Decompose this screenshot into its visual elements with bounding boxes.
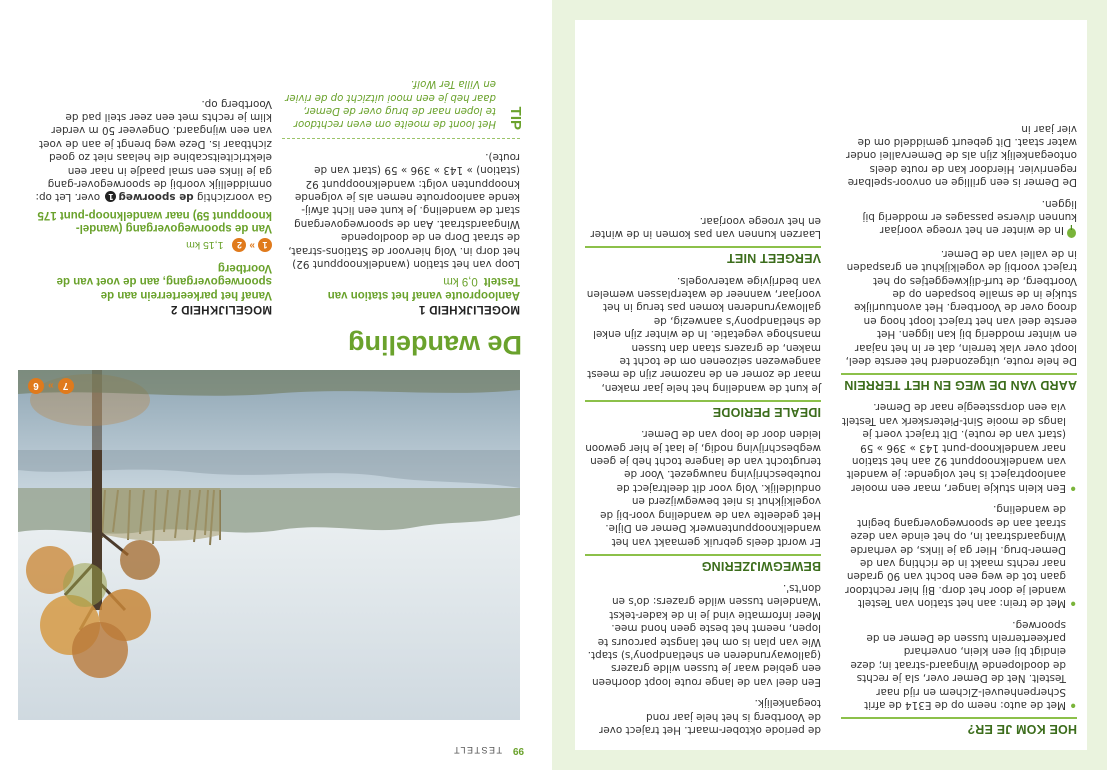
tip-label: TIP [507, 107, 524, 131]
heading-rule [585, 554, 821, 556]
step-badge: 6 [28, 378, 44, 394]
route-1-title-text: Aanlooproute vanaf het station van Testelt [327, 275, 520, 301]
bewegwijzering-heading: BEWEGWIJZERING [701, 558, 821, 573]
directions-train-bullet: • Met de trein: aan het station van Testelt wandel je door het dorp. Bij hier rechtdoor gaan tot de weg een bocht van 90 graden naar rechts maakt in de richting van de Demer-brug. Hier ga je links, de verharde Wingaardstraat in, op het einde van deze straat aan de spoorwegovergang begint de wandeling. [841, 502, 1077, 609]
waypoint-badge: 1 [105, 191, 116, 202]
heading-rule [841, 717, 1077, 719]
segment-heading: Van de spoorwegovergang (wandel-knooppunt 59) naar wandelknoop-punt 175 [37, 209, 272, 235]
flood-text: De Demer is een grillige en onvoor-spelbare regenrivier. Hierdoor kan de route deels ontoegankelijk zijn als de Demervallei onder water staat. Dit gebeurt gemiddeld om de vier jaar in [846, 122, 1077, 189]
route-1-distance: 0,9 km [443, 275, 478, 288]
step-badge: 7 [58, 378, 74, 394]
segment-distance: 1,15 km [186, 239, 224, 252]
page-number: 99 [512, 745, 524, 756]
aard-van-de-weg-heading: AARD VAN DE WEG EN HET TERREIN [844, 378, 1077, 393]
winter-warning [841, 196, 1077, 238]
info-column-1 [841, 113, 1077, 736]
badge-separator: » [48, 380, 54, 392]
vergeet-niet-heading: VERGEET NIET [726, 251, 821, 266]
segment-to-badge: 2 [232, 239, 246, 253]
heading-rule [585, 400, 821, 402]
vergeet-niet-text: Laarzen kunnen van pas komen in de winter en het vroege voorjaar. [590, 214, 821, 241]
left-page [552, 0, 1107, 770]
tip-text: Het loont de moeite om even rechtdoor te lopen naar de brug over de Demer, daar heb je een mooi uitzicht op de rivier en Villa Ter Wolf. [285, 78, 496, 130]
segment-from-badge: 1 [258, 239, 272, 253]
tip-box [282, 77, 524, 140]
segment-separator: » [249, 240, 255, 251]
directions-alt-bullet: • Een klein stukje langer, maar een mooier aanlooptraject is het volgende: je wandelt van wandelknooppunt 92 aan het station naar wandelknoop-punt 143 » 396 » 59 (start van de route). Dit traject voert je langs de mooie Sint-Pieterskerk van Testelt via een dorpssteegje naar de Demer. [841, 400, 1077, 494]
leaf-icon [1066, 225, 1077, 238]
spoorweg-bold: de spoorweg [118, 191, 194, 204]
bewegwijzering-text: Er wordt deels gebruik gemaakt van het wandelknooppuntenwerk Demer en Dijle. Het gedeelte van de wandeling voor-bij de vogelkijkhut is niet bewegwijzerd en onduidelijk. Volg voor dit deeltraject de routebeschrijving nauwgezet. Voor de terugtocht van de langere tocht heb je geen wegbeschrijving nodig, je laat je hier gewoon leiden door de loop van de Demer. [585, 428, 821, 548]
mogelijkheid-2-label: MOGELIJKHEID 2 [170, 303, 272, 315]
route-1-title [282, 274, 520, 301]
access-continued-text: de periode oktober-maart. Het traject over de Voortberg is het hele jaar rond toegankelijk. [599, 697, 821, 736]
route-2-title: Vanaf het parkeerterrein aan de spoorwegovergang, aan de voet van de Voortberg [56, 262, 272, 301]
ideale-periode-text: Je kunt de wandeling het hele jaar maken, maar de zomer en de nazomer zijn de meest aangewezen seizoenen om de tocht te maken, de grazers staan dan tussen manshoge vegetatie. In de winter zijn enkel de shetlandpony's aanwezig, de gallowayrunderen komen pas terug in het voorjaar, wanneer de waterplassen wemelen van bedrijvige watervogels. [586, 274, 821, 394]
segment-text [34, 96, 272, 203]
ideale-periode-heading: IDEALE PERIODE [712, 404, 821, 419]
landscape-photo [18, 370, 520, 720]
directions-car-bullet: • Met de auto: neem op de E314 de afrit Scherpenheuvel-Zichem en rijd naar Testelt. Net de Demer over, sla je rechts de doodlopende Wingaard-straat in; deze eindigt bij een klein, onverhard parkeerterrein tussen de Demer en de spoorweg. [841, 617, 1077, 711]
hoe-kom-je-er-heading: HOE KOM JE ER? [967, 722, 1077, 736]
page-header [24, 740, 524, 756]
heading-rule [841, 373, 1077, 375]
info-column-2 [585, 205, 821, 736]
winter-warning-text: In de winter en het vroege voorjaar kunnen diverse passages er modderig bij liggen. [862, 197, 1077, 237]
terrain-text: De hele route, uitgezonderd het eerste deel, loopt over vlak terrein, dat er in het najaar en winter modderig bij kan liggen. Het eerste deel van het traject loopt hoog en droog over de Voortberg. Het avontuurlijke stukje in de smalle bospaden op de Voortberg, de turf-dijkweggetjes op het traject voorbij de vogelkijkhut en graspaden in de vallei van de Demer. [845, 247, 1077, 368]
segment-line [34, 239, 272, 253]
info-box [575, 20, 1087, 750]
segment-text-b: over. Let op: onmiddellijk voorbij de spoorwegover-gang ga je links een smal paadje in naar een elektriciteitscabine die helaas niet zo goed zichtbaar is. Deze weg brengt je aan de voet van een wijngaard. Ongeveer 50 m verder klim je rechts met een zeer steil pad de Voortberg op. [35, 97, 272, 204]
heading-rule [585, 246, 821, 248]
reflection-lake-image [18, 370, 520, 720]
section-title: De wandeling [347, 330, 522, 360]
mogelijkheid-1-label: MOGELIJKHEID 1 [418, 303, 520, 315]
route-1-text: Loop van het station (wandelknooppunt 92) het dorp in. Volg hiervoor de Stations-straat, de straat Dorp en de doodlopende Wingaardstraat. Aan de spoorwegovergang start de wandeling. Je kunt een licht afwij-kende aanlooproute nemen als je volgende knooppunten volgt: wandelknooppunt 92 (station) » 143 » 396 » 59 (start van de route). [288, 150, 520, 270]
mogelijkheid-2-column [34, 88, 272, 315]
running-head: TESTELT [452, 745, 502, 755]
route-step-badges [28, 378, 74, 394]
segment-text-a: Ga voorzichtig [193, 191, 272, 204]
mogelijkheid-1-column [282, 77, 524, 315]
right-page [0, 0, 552, 770]
grazers-text: Een deel van de lange route loopt doorheen een gebied waar je tussen wilde grazers (gallowayrunderen en shetlandpony's) stapt. Wie van plan is om het langste parcours te lopen, neemt het beste geen hond mee. Meer informatie vind je in de kader-tekst 'Wandelen tussen wilde grazers: do's en don'ts'. [587, 581, 821, 688]
